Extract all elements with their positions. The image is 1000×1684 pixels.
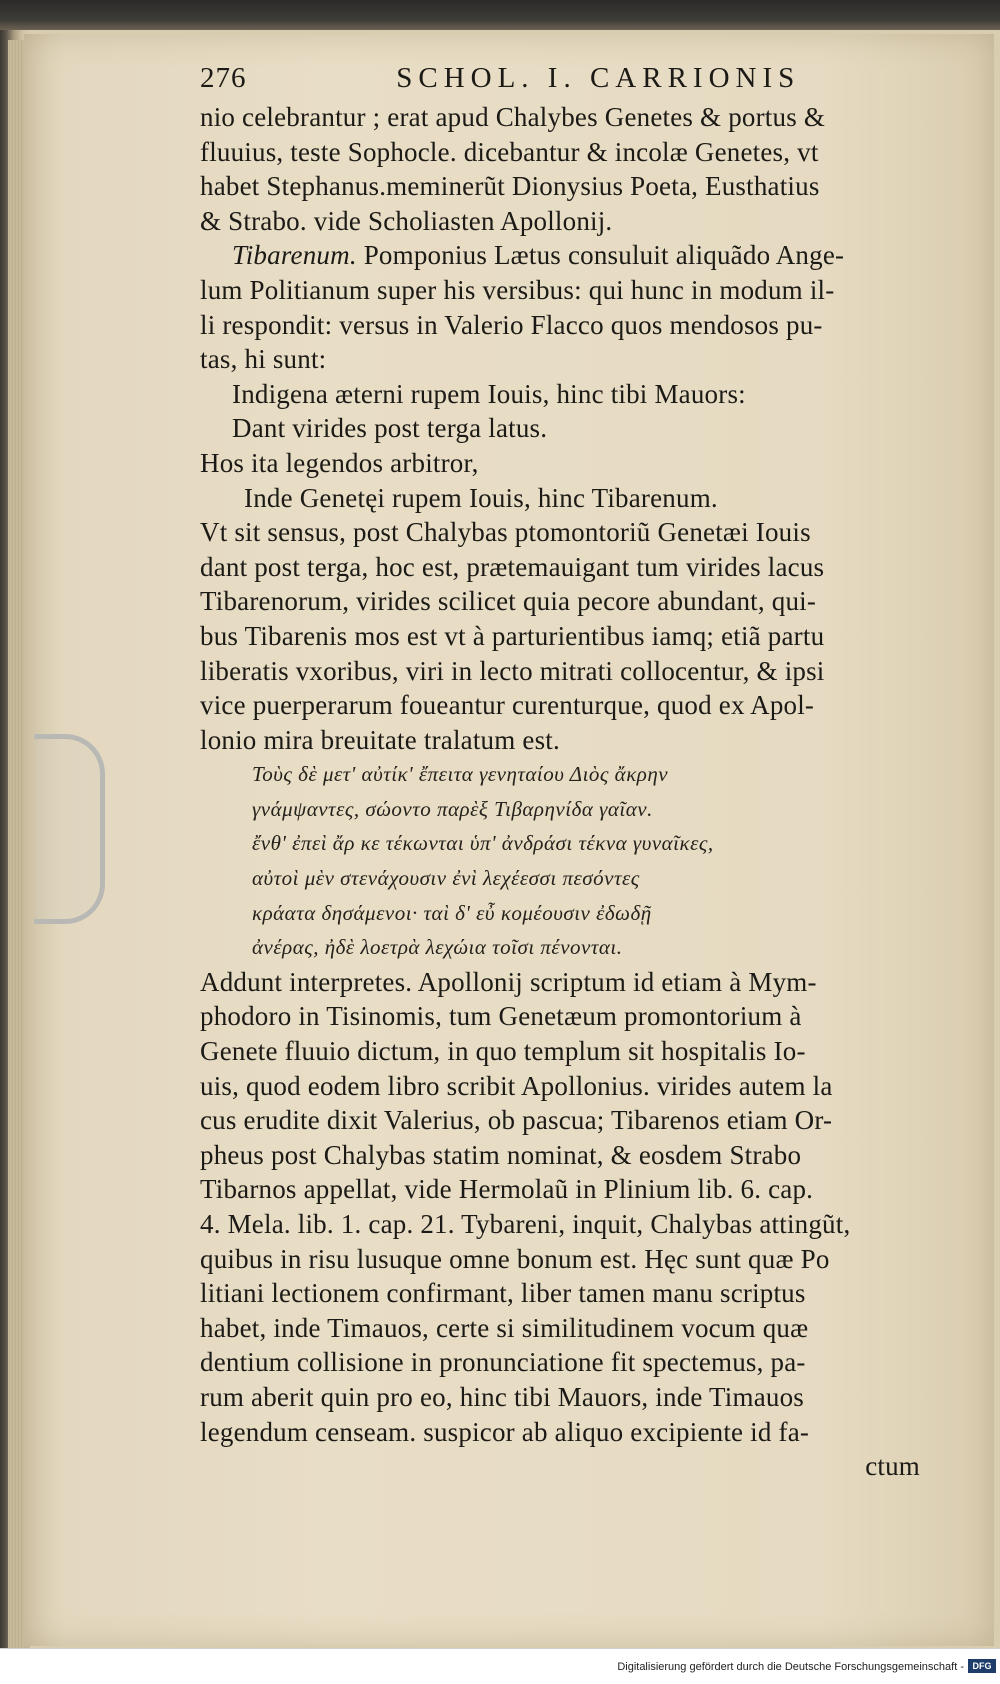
text-line: Genete fluuio dictum, in quo templum sit hospitalis Io-	[200, 1036, 806, 1067]
text-line: li respondit: versus in Valerio Flacco quos mendosos pu-	[200, 309, 823, 340]
text-line: lum Politianum super his versibus: qui hunc in modum il-	[200, 274, 835, 305]
text-line: lonio mira breuitate tralatum est.	[200, 724, 560, 755]
text-line: uis, quod eodem libro scribit Apollonius. virides autem la	[200, 1070, 833, 1101]
text-line: legendum censeam. suspicor ab aliquo excipiente id fa-	[200, 1416, 810, 1447]
text-line: phodoro in Tisinomis, tum Genetæum promontorium à	[200, 1001, 802, 1032]
lemma-text: Pomponius Lætus consuluit aliquãdo Ange-	[356, 240, 845, 271]
text-line: dant post terga, hoc est, prætemauigant tum virides lacus	[200, 551, 825, 582]
bookmark-clip-icon	[34, 734, 105, 924]
verse-line: Dant virides post terga latus.	[232, 413, 548, 444]
greek-quote-line: ἔνθ' ἐπεὶ ἄρ κε τέκωνται ὑπ' ἀνδράσι τέκνα γυναῖκες,	[252, 831, 714, 856]
verse-line: Inde Genetęi rupem Iouis, hinc Tibarenum.	[244, 482, 718, 513]
lemma-word: Tibarenum.	[232, 240, 357, 271]
footer-bar	[0, 1648, 1000, 1684]
scan-top-edge	[0, 0, 1000, 30]
text-line: rum aberit quin pro eo, hinc tibi Mauors, inde Timauos	[200, 1381, 804, 1412]
catchword: ctum	[865, 1451, 920, 1482]
greek-quote-line: κράατα δησάμενοι· ταὶ δ' εὖ κομέουσιν ἐδωδῇ	[252, 900, 652, 925]
text-line: habet, inde Timauos, certe si similitudinem vocum quæ	[200, 1312, 809, 1343]
text-line: tas, hi sunt:	[200, 344, 327, 375]
text-line: vice puerperarum foueantur curenturque, quod ex Apol-	[200, 690, 815, 721]
running-title: SCHOL. I. CARRIONIS	[396, 62, 801, 94]
verse-line: Indigena æterni rupem Iouis, hinc tibi Mauors:	[232, 378, 746, 409]
text-line: bus Tibarenis mos est vt à parturientibus iamq; etiã partu	[200, 620, 825, 651]
text-line: Hos ita legendos arbitror,	[200, 447, 479, 478]
text-line: Addunt interpretes. Apollonij scriptum id etiam à Mym-	[200, 966, 817, 997]
text-line: nio celebrantur ; erat apud Chalybes Genetes & portus &	[200, 102, 826, 132]
text-line: Tibarnos appellat, vide Hermolaũ in Plinium lib. 6. cap.	[200, 1174, 814, 1205]
text-line: quibus in risu lusuque omne bonum est. Hęc sunt quæ Po	[200, 1243, 830, 1274]
greek-quote-line: αὐτοὶ μὲν στενάχουσιν ἐνὶ λεχέεσσι πεσόντες	[252, 866, 640, 891]
text-line: fluuius, teste Sophocle. dicebantur & incolæ Genetes, vt	[200, 136, 819, 167]
greek-quote-line: ἀνέρας, ἠδὲ λοετρὰ λεχώια τοῖσι πένονται.	[252, 935, 623, 960]
text-line: dentium collisione in pronunciatione fit spectemus, pa-	[200, 1347, 806, 1378]
lemma-line	[200, 238, 920, 273]
text-line: liberatis vxoribus, viri in lecto mitrati collocentur, & ipsi	[200, 655, 825, 686]
running-head	[200, 58, 920, 100]
greek-quote-line: Τοὺς δὲ μετ' αὐτίκ' ἔπειτα γενηταίου Διὸς ἄκρην	[252, 762, 669, 787]
dfg-logo-icon: DFG	[968, 1659, 996, 1673]
page-number: 276	[200, 62, 247, 94]
text-line: & Strabo. vide Scholiasten Apollonij.	[200, 205, 613, 236]
greek-quote-line: γνάμψαντες, σώοντο παρὲξ Τιβαρηνίδα γαῖαν.	[252, 796, 653, 821]
text-line: Vt sit sensus, post Chalybas ptomontoriũ Genetæi Iouis	[200, 517, 811, 548]
text-line: cus erudite dixit Valerius, ob pascua; Tibarenos etiam Or-	[200, 1105, 833, 1136]
text-line: pheus post Chalybas statim nominat, & eosdem Strabo	[200, 1139, 802, 1170]
text-line: litiani lectionem confirmant, liber tamen manu scriptus	[200, 1278, 806, 1309]
text-line: Tibarenorum, virides scilicet quia pecore abundant, qui-	[200, 586, 817, 617]
page-text	[200, 58, 920, 1484]
text-line: habet Stephanus.meminerũt Dionysius Poeta, Eusthatius	[200, 171, 820, 202]
text-line: 4. Mela. lib. 1. cap. 21. Tybareni, inquit, Chalybas attingũt,	[200, 1209, 851, 1239]
funding-credit: Digitalisierung gefördert durch die Deutsche Forschungsgemeinschaft -	[617, 1661, 964, 1673]
